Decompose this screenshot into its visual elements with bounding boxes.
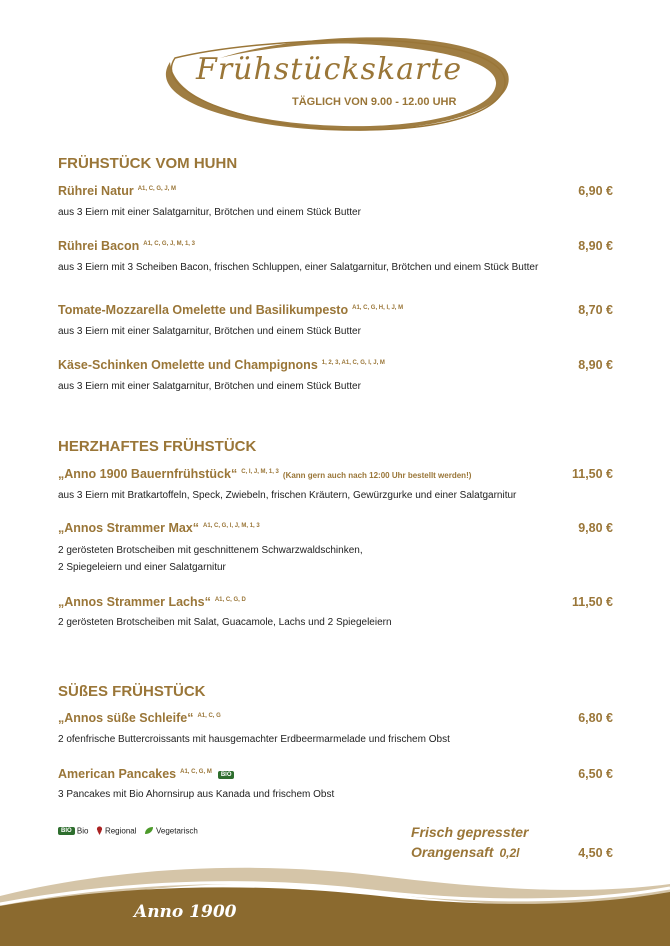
menu-item-description: aus 3 Eiern mit einer Salatgarnitur, Brötchen und einem Stück Butter	[58, 381, 361, 392]
opening-hours: TÄGLICH VON 9.00 - 12.00 UHR	[292, 96, 457, 108]
allergen-codes: A1, C, G, J, M, 1, 3	[143, 240, 195, 247]
footer-wave	[0, 856, 670, 946]
menu-item-description: aus 3 Eiern mit 3 Scheiben Bacon, frischen Schluppen, einer Salatgarnitur, Brötchen und einem Stück Butter	[58, 262, 539, 273]
legend-vegetarian-label: Vegetarisch	[155, 826, 198, 836]
menu-item-name: „Annos süße Schleife“ $^{A1, C, G}$	[58, 711, 221, 725]
menu-item-price: 11,50 €	[571, 595, 613, 609]
menu-item-description: 2 ofenfrische Buttercroissants mit hausgemachter Erdbeermarmelade und frischem Obst	[58, 734, 450, 745]
legend-regional-label: Regional	[104, 826, 137, 836]
menu-item-price: 8,70 €	[578, 303, 613, 317]
menu-item-name: „Annos Strammer Max“ $^{A1, C, G, I, J, M, 1, 3}$	[58, 521, 260, 535]
allergen-codes: 1, 2, 3, A1, C, G, I, J, M	[321, 359, 385, 366]
menu-item-description-line2: 2 Spiegeleiern und einer Salatgarnitur	[58, 562, 226, 573]
section-title-herzhaft: HERZHAFTES FRÜHSTÜCK	[58, 438, 257, 455]
menu-item-description: aus 3 Eiern mit einer Salatgarnitur, Brötchen und einem Stück Butter	[58, 326, 361, 337]
allergen-codes: C, I, J, M, 1, 3	[241, 468, 279, 475]
menu-item-description: aus 3 Eiern mit einer Salatgarnitur, Brötchen und einem Stück Butter	[58, 207, 361, 218]
menu-item-price: 8,90 €	[578, 358, 613, 372]
menu-item-description: aus 3 Eiern mit Bratkartoffeln, Speck, Zwiebeln, frischen Kräutern, Gewürzgurke und einer Salatgarnitur	[58, 490, 517, 501]
section-title-huhn: FRÜHSTÜCK VOM HUHN	[58, 155, 238, 172]
juice-name-line2: Orangensaft 0,2l	[411, 844, 520, 860]
menu-item-price: 11,50 €	[571, 467, 613, 481]
menu-item-price: 6,80 €	[578, 711, 613, 725]
menu-item-name: „Annos Strammer Lachs“ $^{A1, C, G, D}$	[58, 595, 246, 609]
menu-item-name: Rührei Bacon $^{A1, C, G, J, M, 1, 3}$	[58, 239, 195, 253]
footer-brand: Anno 1900	[134, 902, 237, 922]
leaf-icon	[144, 826, 154, 835]
menu-item-name: „Anno 1900 Bauernfrühstück“ $^{C, I, J, M, 1, 3}$ (Kann gern auch nach 12:00 Uhr bestellt werden!)	[58, 467, 472, 481]
menu-item-price: 8,90 €	[578, 239, 613, 253]
menu-item-description: 2 gerösteten Brotscheiben mit Salat, Guacamole, Lachs und 2 Spiegeleiern	[58, 617, 392, 628]
allergen-codes: A1, C, G, I, J, M, 1, 3	[203, 522, 260, 529]
menu-item-description: 3 Pancakes mit Bio Ahornsirup aus Kanada und frischem Obst	[58, 789, 335, 800]
juice-size: 0,2l	[499, 846, 520, 860]
allergen-codes: A1, C, G, M	[180, 768, 212, 775]
allergen-codes: A1, C, G, J, M	[137, 185, 177, 192]
menu-item-name: Rührei Natur $^{A1, C, G, J, M}$	[58, 184, 177, 198]
legend	[58, 826, 198, 835]
menu-item-price: 9,80 €	[578, 521, 613, 535]
section-title-suess: SÜßES FRÜHSTÜCK	[58, 683, 206, 700]
bio-badge: BIO	[218, 771, 235, 779]
legend-bio-label: Bio	[76, 826, 89, 836]
juice-name-line1: Frisch gepresster	[411, 824, 529, 840]
menu-item-name: Käse-Schinken Omelette und Champignons $^{1, 2, 3, A1, C, G, I, J, M}$	[58, 358, 385, 372]
allergen-codes: A1, C, G	[197, 712, 221, 719]
menu-item-price: 6,50 €	[578, 767, 613, 781]
menu-item-name: Tomate-Mozzarella Omelette und Basilikumpesto $^{A1, C, G, H, I, J, M}$	[58, 303, 404, 317]
bio-badge: BIO	[58, 827, 75, 835]
menu-item-name: American Pancakes $^{A1, C, G, M}$ BIO	[58, 767, 234, 781]
allergen-codes: A1, C, G, D	[214, 596, 246, 603]
juice-price: 4,50 €	[578, 846, 613, 860]
menu-item-price: 6,90 €	[578, 184, 613, 198]
allergen-codes: A1, C, G, H, I, J, M	[352, 304, 404, 311]
menu-title: Frühstückskarte	[196, 52, 463, 87]
item-note: (Kann gern auch nach 12:00 Uhr bestellt werden!)	[282, 471, 472, 480]
location-pin-icon	[96, 826, 103, 835]
menu-item-description: 2 gerösteten Brotscheiben mit geschnittenem Schwarzwaldschinken,	[58, 545, 363, 556]
